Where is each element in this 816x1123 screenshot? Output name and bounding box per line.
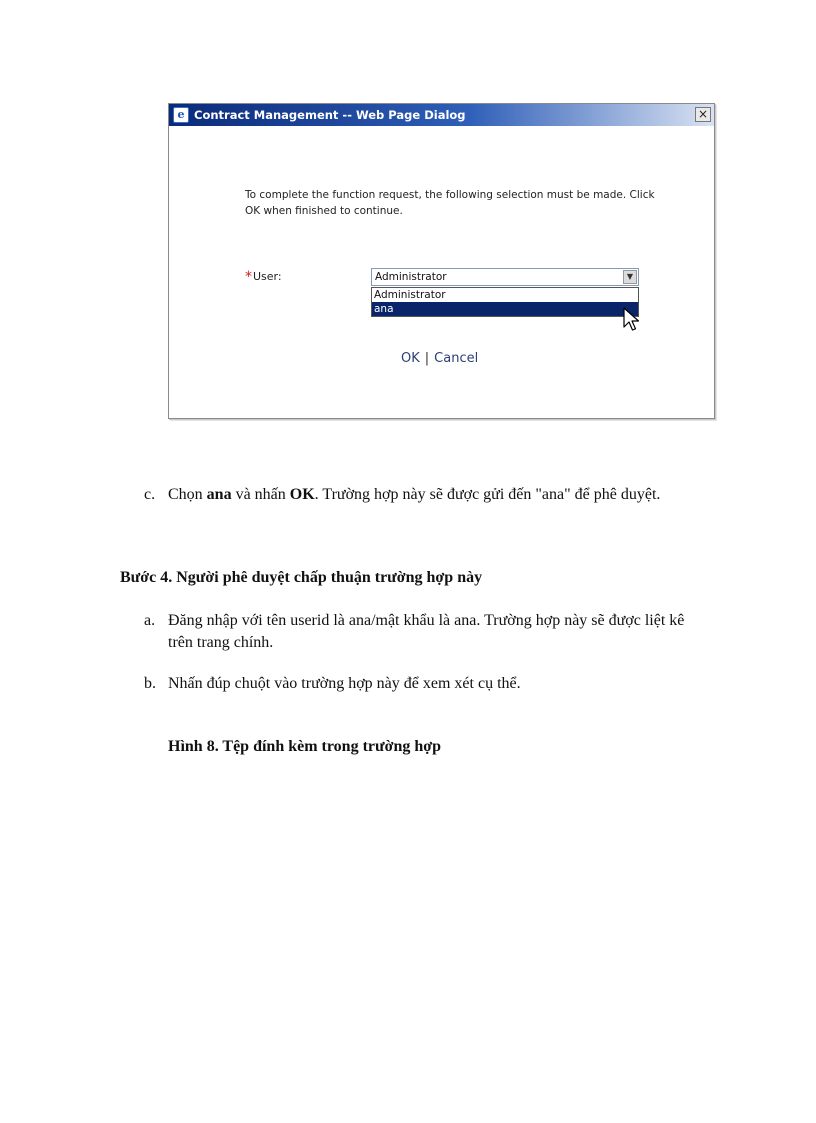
ok-button[interactable]: OK: [401, 351, 420, 366]
user-field-label: [245, 268, 282, 284]
step-c: [144, 484, 704, 506]
dialog-titlebar: [169, 104, 714, 126]
step-b-text: Nhấn đúp chuột vào trường hợp này để xem xét cụ thể.: [168, 675, 521, 692]
step-4-heading: Bước 4. Người phê duyệt chấp thuận trường hợp này: [120, 569, 483, 586]
option-administrator[interactable]: Administrator: [374, 289, 446, 301]
user-select-value: Administrator: [375, 271, 447, 283]
user-label-text: User:: [253, 270, 282, 283]
step-c-marker: c.: [144, 486, 156, 503]
step-c-text: [168, 484, 704, 506]
step-c-bold-ana: ana: [206, 486, 232, 503]
step-c-bold-ok: OK: [289, 486, 315, 503]
step-a: [144, 610, 704, 654]
dialog-title: Contract Management -- Web Page Dialog: [194, 108, 466, 122]
mouse-pointer-icon: [623, 307, 641, 333]
step-c-part: . Trường hợp này sẽ được gửi đến "ana" để phê duyệt.: [314, 486, 661, 503]
chevron-down-icon[interactable]: ▼: [623, 270, 637, 284]
step-c-part: Chọn: [168, 486, 207, 503]
action-separator: |: [424, 351, 430, 366]
web-page-dialog: [168, 103, 715, 419]
option-ana[interactable]: ana: [372, 302, 638, 316]
step-c-part: và nhấn: [231, 486, 290, 503]
figure-caption: Hình 8. Tệp đính kèm trong trường hợp: [168, 738, 442, 755]
dialog-message: To complete the function request, the following selection must be made. Click OK when finished to continue.: [245, 189, 655, 217]
ie-page-icon: e: [173, 107, 189, 123]
user-select-options: [371, 287, 639, 317]
step-a-marker: a.: [144, 612, 156, 629]
user-select[interactable]: [371, 268, 639, 286]
step-b-marker: b.: [144, 675, 156, 692]
close-icon[interactable]: ×: [695, 107, 711, 122]
step-b: [144, 673, 704, 695]
cancel-button[interactable]: Cancel: [434, 351, 479, 366]
dialog-actions: [401, 351, 478, 366]
step-a-text: Đăng nhập với tên userid là ana/mật khẩu là ana. Trường hợp này sẽ được liệt kê trên trang chính.: [168, 612, 685, 651]
required-marker: *: [245, 269, 252, 285]
